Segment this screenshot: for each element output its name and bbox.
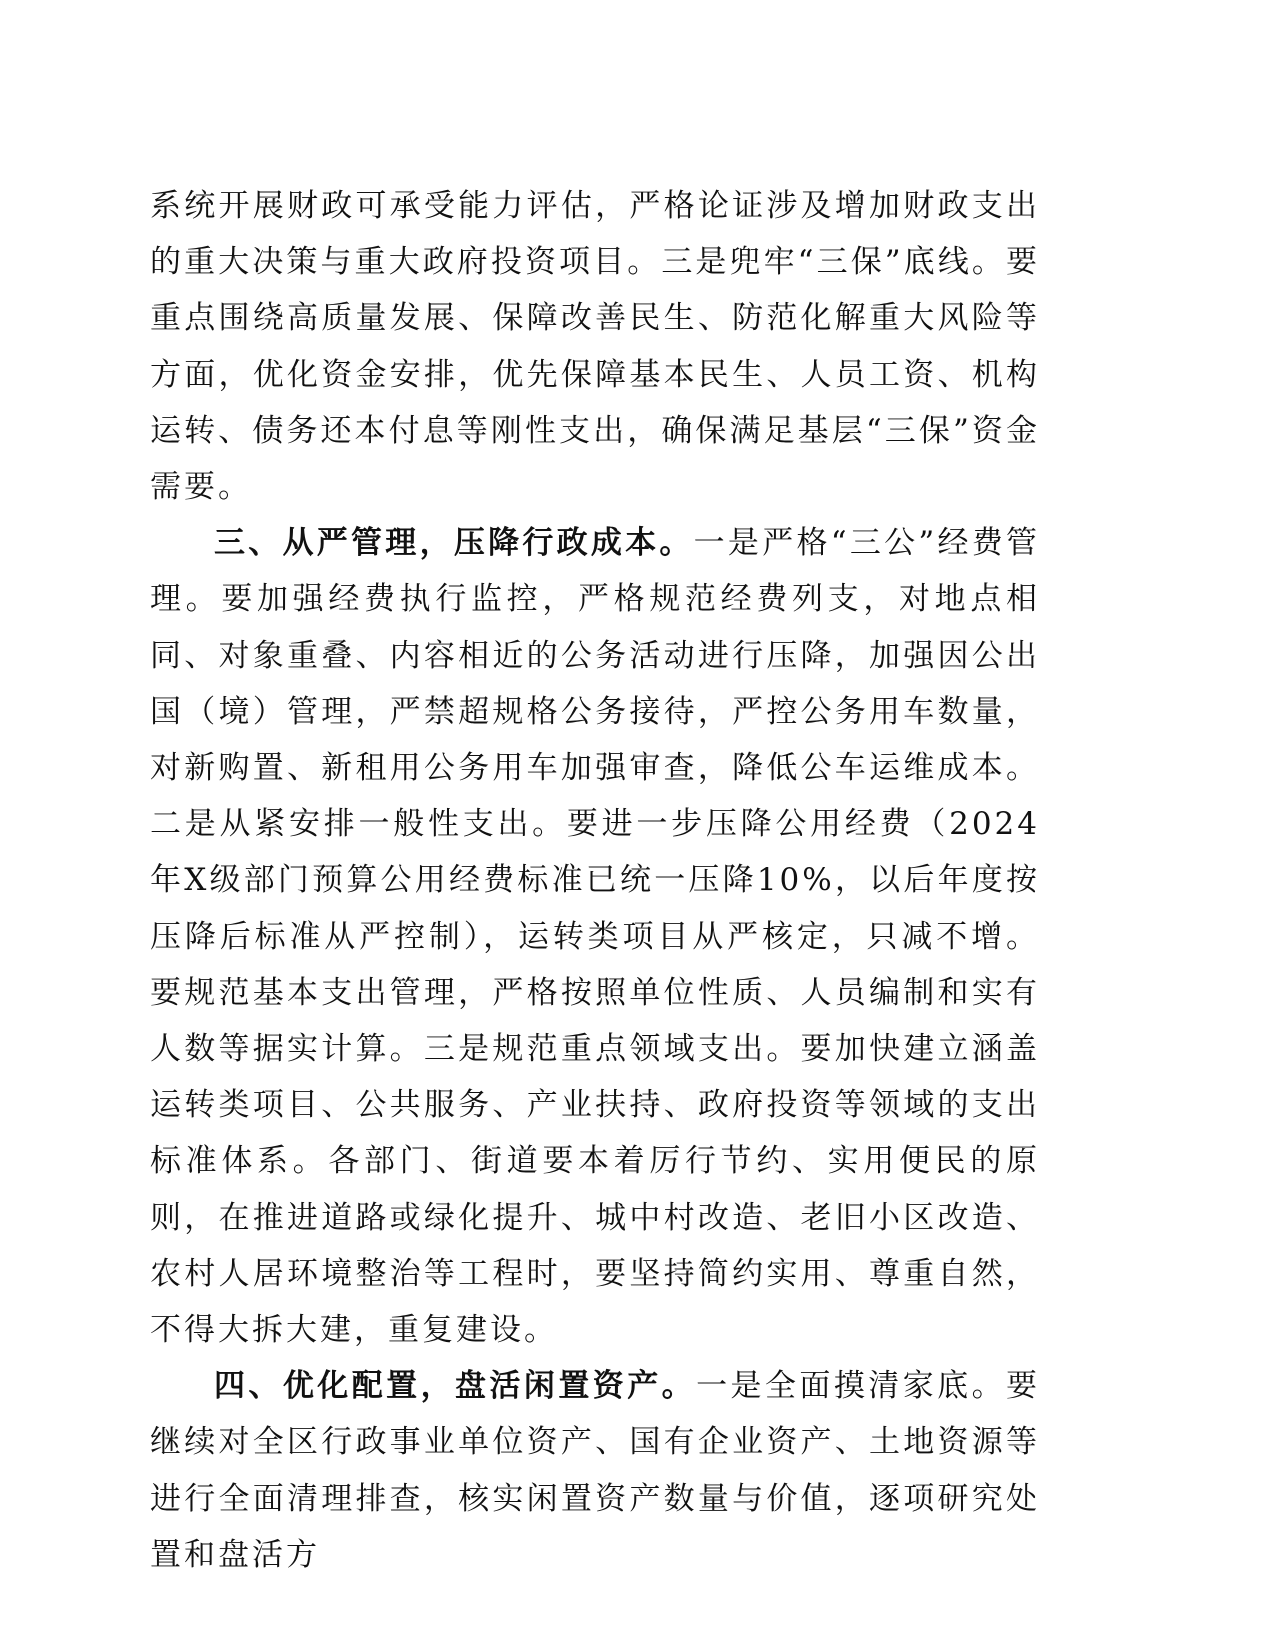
section-heading-3: 三、从严管理，压降行政成本。	[214, 525, 694, 562]
section-heading-4: 四、优化配置，盘活闲置资产。	[214, 1368, 697, 1405]
document-body	[150, 178, 1040, 1583]
paragraph-text: 一是严格“三公”经费管理。要加强经费执行监控，严格规范经费列支，对地点相同、对象重叠、内容相近的公务活动进行压降，加强因公出国（境）管理，严禁超规格公务接待，严控公务用车数量，对新购置、新租用公务用车加强审查，降低公车运维成本。二是从紧安排一般性支出。要进一步压降公用经费（2024年X级部门预算公用经费标准已统一压降10%，以后年度按压降后标准从严控制），运转类项目从严核定，只减不增。要规范基本支出管理，严格按照单位性质、人员编制和实有人数等据实计算。三是规范重点领域支出。要加快建立涵盖运转类项目、公共服务、产业扶持、政府投资等领域的支出标准体系。各部门、街道要本着厉行节约、实用便民的原则，在推进道路或绿化提升、城中村改造、老旧小区改造、农村人居环境整治等工程时，要坚持简约实用、尊重自然，不得大拆大建，重复建设。	[150, 525, 1040, 1349]
paragraph-continuation	[150, 178, 1040, 515]
paragraph-text: 系统开展财政可承受能力评估，严格论证涉及增加财政支出的重大决策与重大政府投资项目。三是兜牢“三保”底线。要重点围绕高质量发展、保障改善民生、防范化解重大风险等方面，优化资金安排，优先保障基本民生、人员工资、机构运转、债务还本付息等刚性支出，确保满足基层“三保”资金需要。	[150, 188, 1040, 506]
paragraph-section-3	[150, 515, 1040, 1358]
paragraph-text: 一是全面摸清家底。要继续对全区行政事业单位资产、国有企业资产、土地资源等进行全面清理排查，核实闲置资产数量与价值，逐项研究处置和盘活方	[150, 1368, 1041, 1573]
paragraph-section-4	[150, 1358, 1040, 1583]
